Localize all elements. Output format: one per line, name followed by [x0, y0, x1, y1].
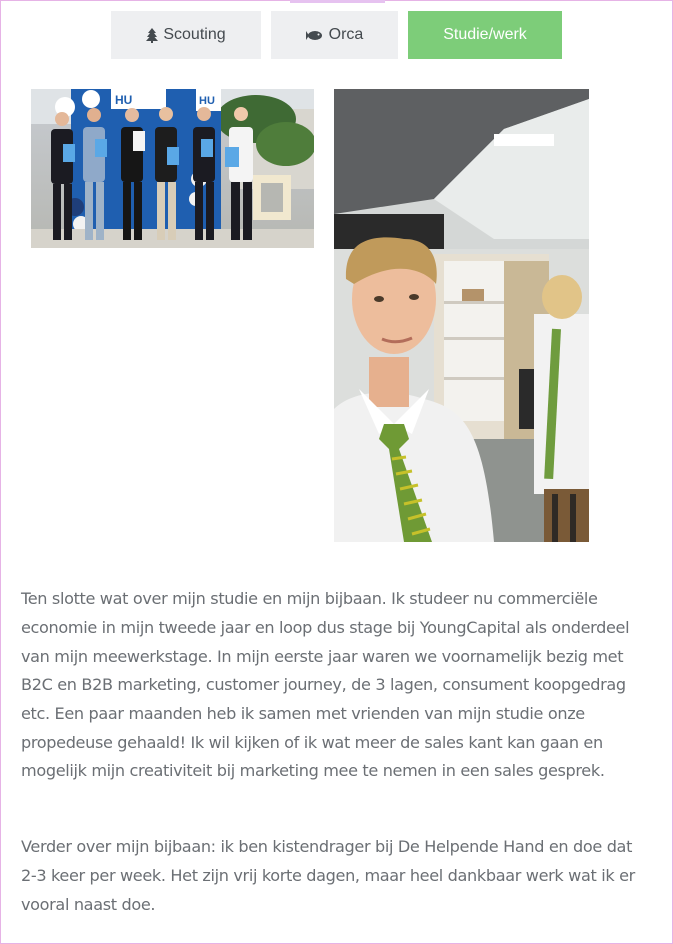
tab-bar: [0, 11, 673, 59]
tree-icon: [146, 28, 158, 43]
tab-studie-werk[interactable]: [408, 11, 562, 59]
svg-text:HU: HU: [199, 95, 215, 107]
selfie-photo: [334, 89, 589, 542]
top-accent-bar: [290, 0, 385, 3]
tab-label: Orca: [328, 26, 364, 43]
fish-icon: [306, 30, 324, 41]
paragraph-job: Verder over mijn bijbaan: ik ben kistendrager bij De Helpende Hand en doe dat 2-3 keer per week. Het zijn vrij korte dagen, maar heel dankbaar werk wat ik er vooral naast doe.: [21, 837, 635, 914]
tab-orca[interactable]: [271, 11, 398, 59]
paragraph-study: Ten slotte wat over mijn studie en mijn bijbaan. Ik studeer nu commerciële economie in mijn tweede jaar en loop dus stage bij YoungCapital als onderdeel van mijn meewerkstage. In mijn eerste jaar waren we voornamelijk bezig met B2C en B2B marketing, customer journey, de 3 lagen, consument koopgedrag etc. Een paar maanden heb ik samen met vrienden van mijn studie onze propedeuse gehaald! Ik wil kijken of ik wat meer de sales kant kan gaan en mogelijk mijn creativiteit bij marketing mee te nemen in een sales gesprek.: [21, 589, 630, 781]
tab-label: Studie/werk: [443, 26, 527, 43]
tab-label: Scouting: [163, 26, 226, 43]
svg-text:HU: HU: [115, 93, 133, 107]
group-photo: [31, 89, 314, 248]
tab-scouting[interactable]: [111, 11, 261, 59]
